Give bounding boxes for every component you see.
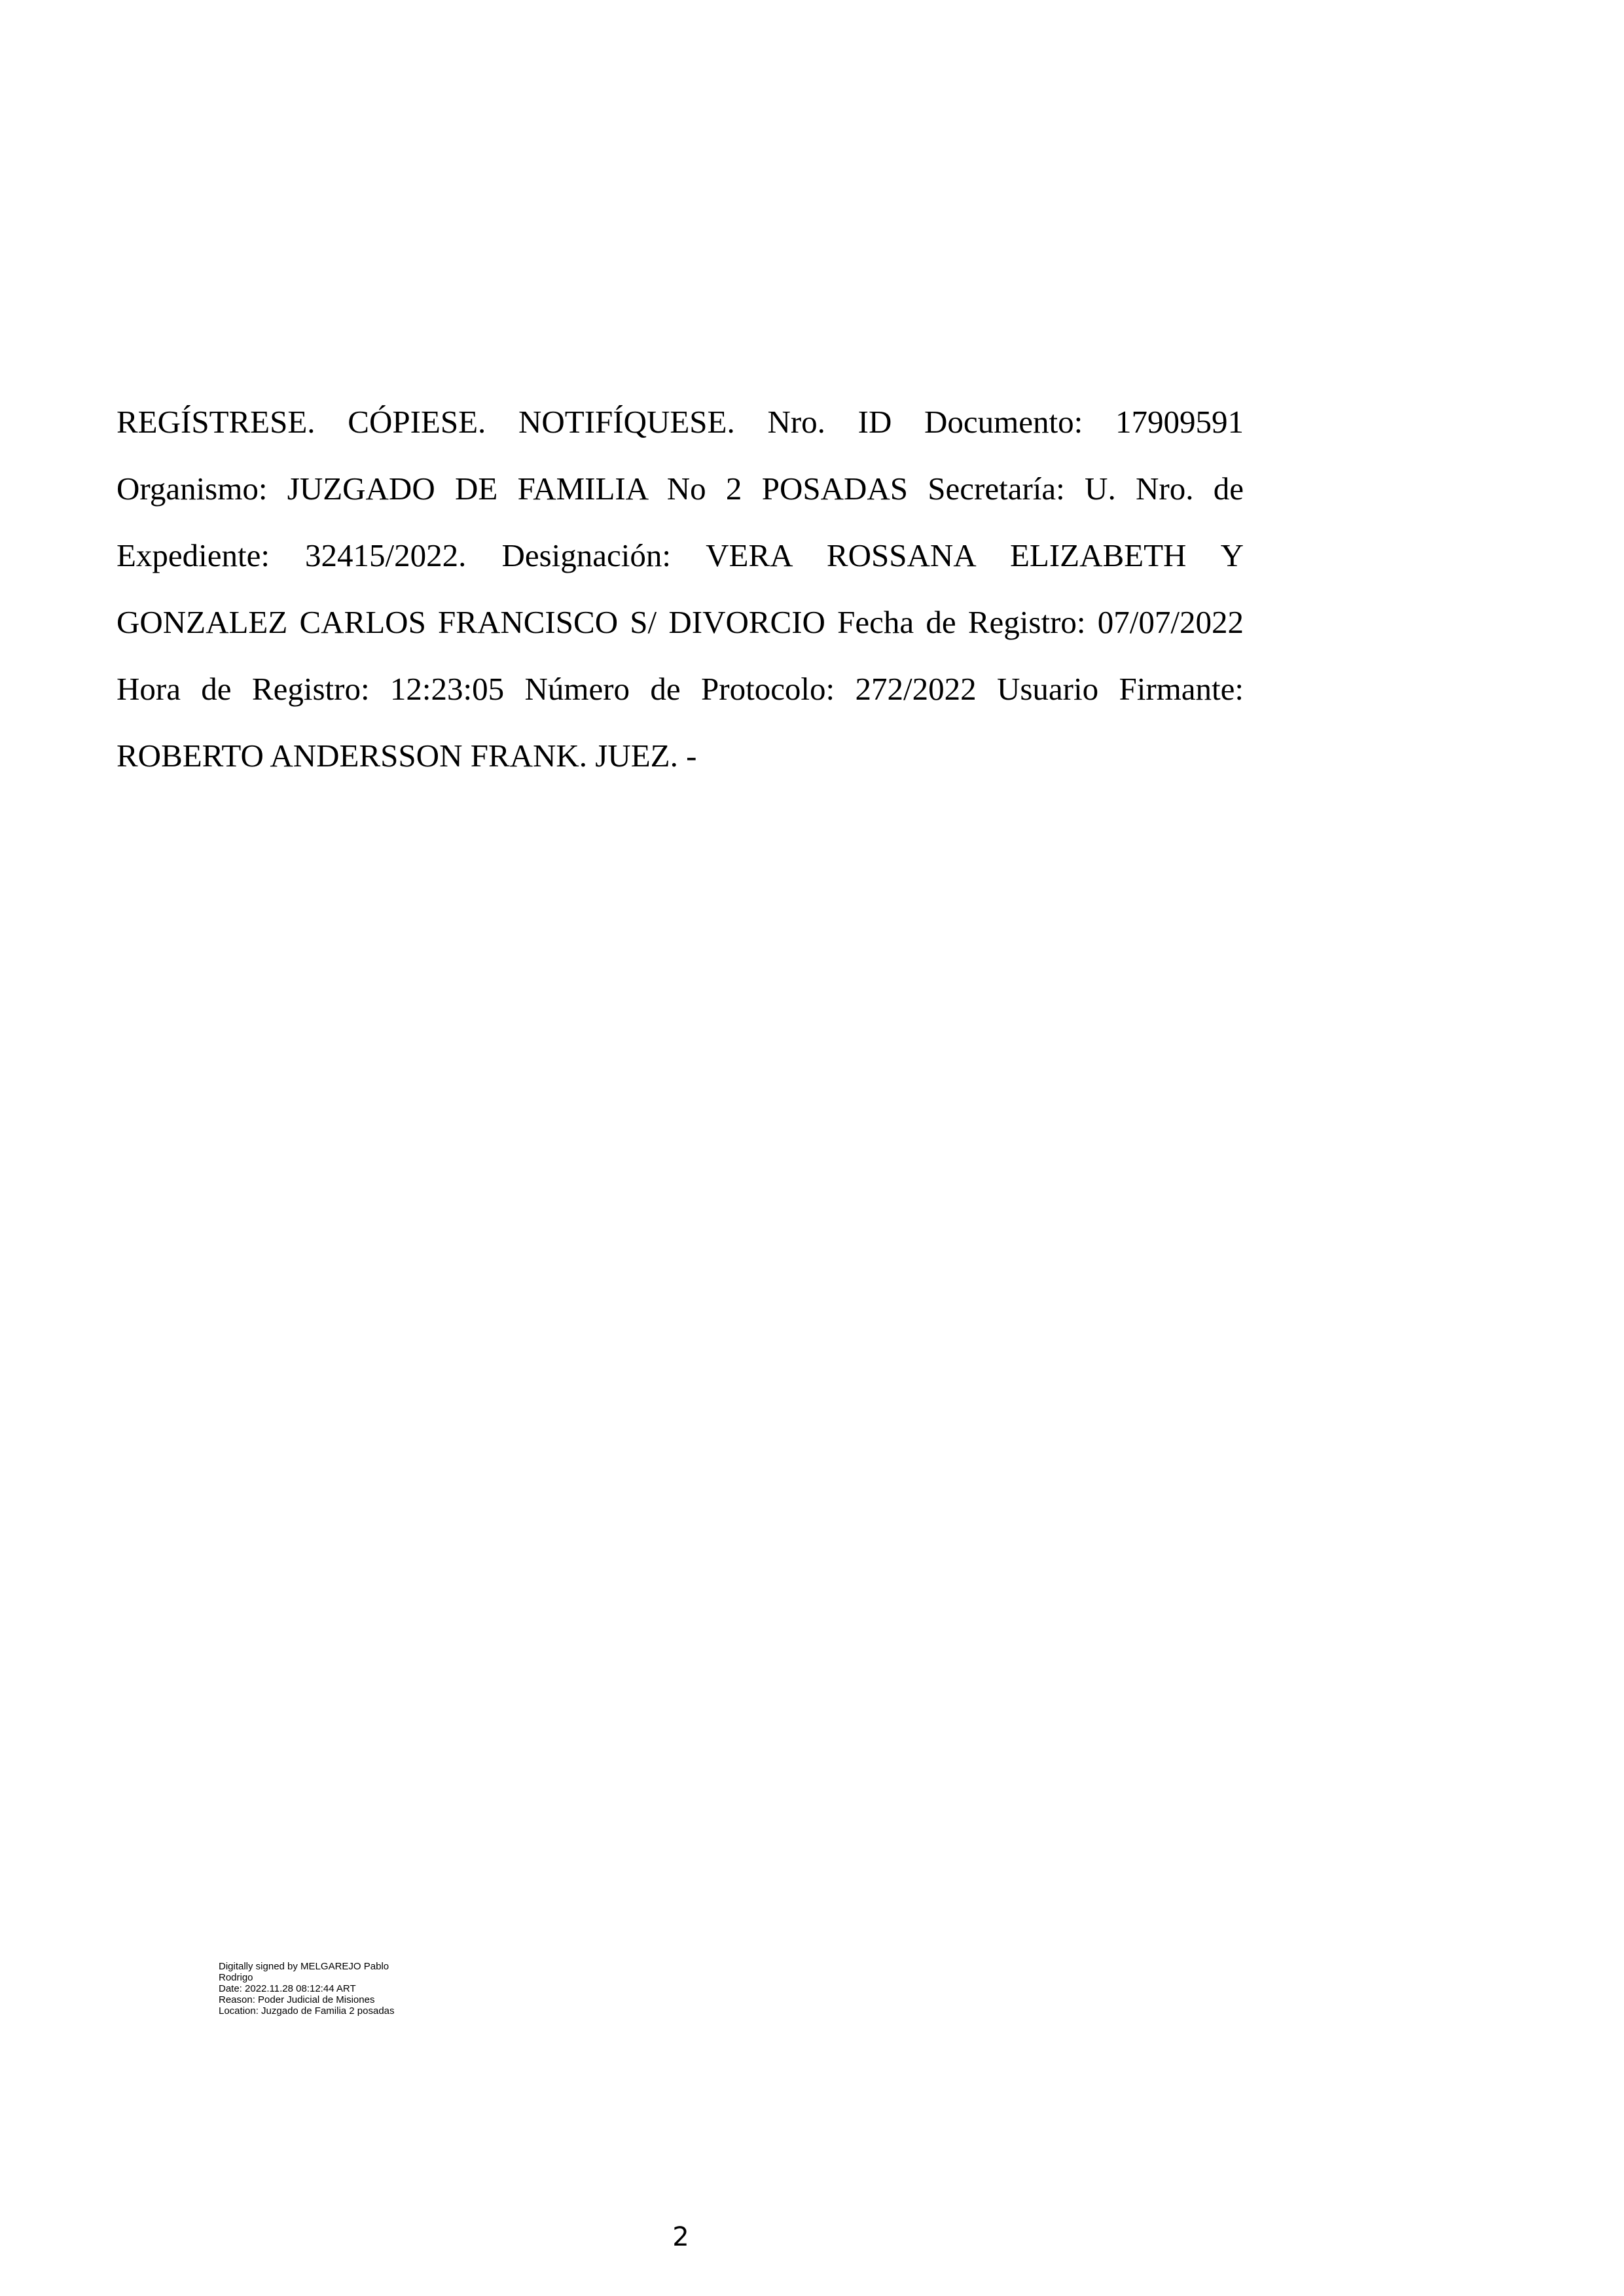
signature-line: Date: 2022.11.28 08:12:44 ART — [219, 1983, 356, 1994]
page-number: 2 — [672, 2222, 689, 2252]
body-line: ROBERTO ANDERSSON FRANK. JUEZ. - — [117, 738, 697, 774]
body-line: GONZALEZ CARLOS FRANCISCO S/ DIVORCIO Fecha de Registro: 07/07/2022 — [117, 604, 1244, 640]
body-paragraph — [117, 389, 1244, 789]
signature-line: Reason: Poder Judicial de Misiones — [219, 1994, 375, 2005]
digital-signature-block — [219, 1961, 494, 2017]
signature-line: Digitally signed by MELGAREJO Pablo — [219, 1961, 389, 1972]
body-line: Organismo: JUZGADO DE FAMILIA No 2 POSADAS Secretaría: U. Nro. de — [117, 471, 1244, 507]
signature-line: Location: Juzgado de Familia 2 posadas — [219, 2005, 395, 2017]
body-line: Expediente: 32415/2022. Designación: VERA ROSSANA ELIZABETH Y — [117, 537, 1244, 573]
signature-line: Rodrigo — [219, 1972, 253, 1983]
body-line: REGÍSTRESE. CÓPIESE. NOTIFÍQUESE. Nro. ID Documento: 17909591 — [117, 404, 1244, 440]
body-line: Hora de Registro: 12:23:05 Número de Protocolo: 272/2022 Usuario Firmante: — [117, 671, 1244, 707]
